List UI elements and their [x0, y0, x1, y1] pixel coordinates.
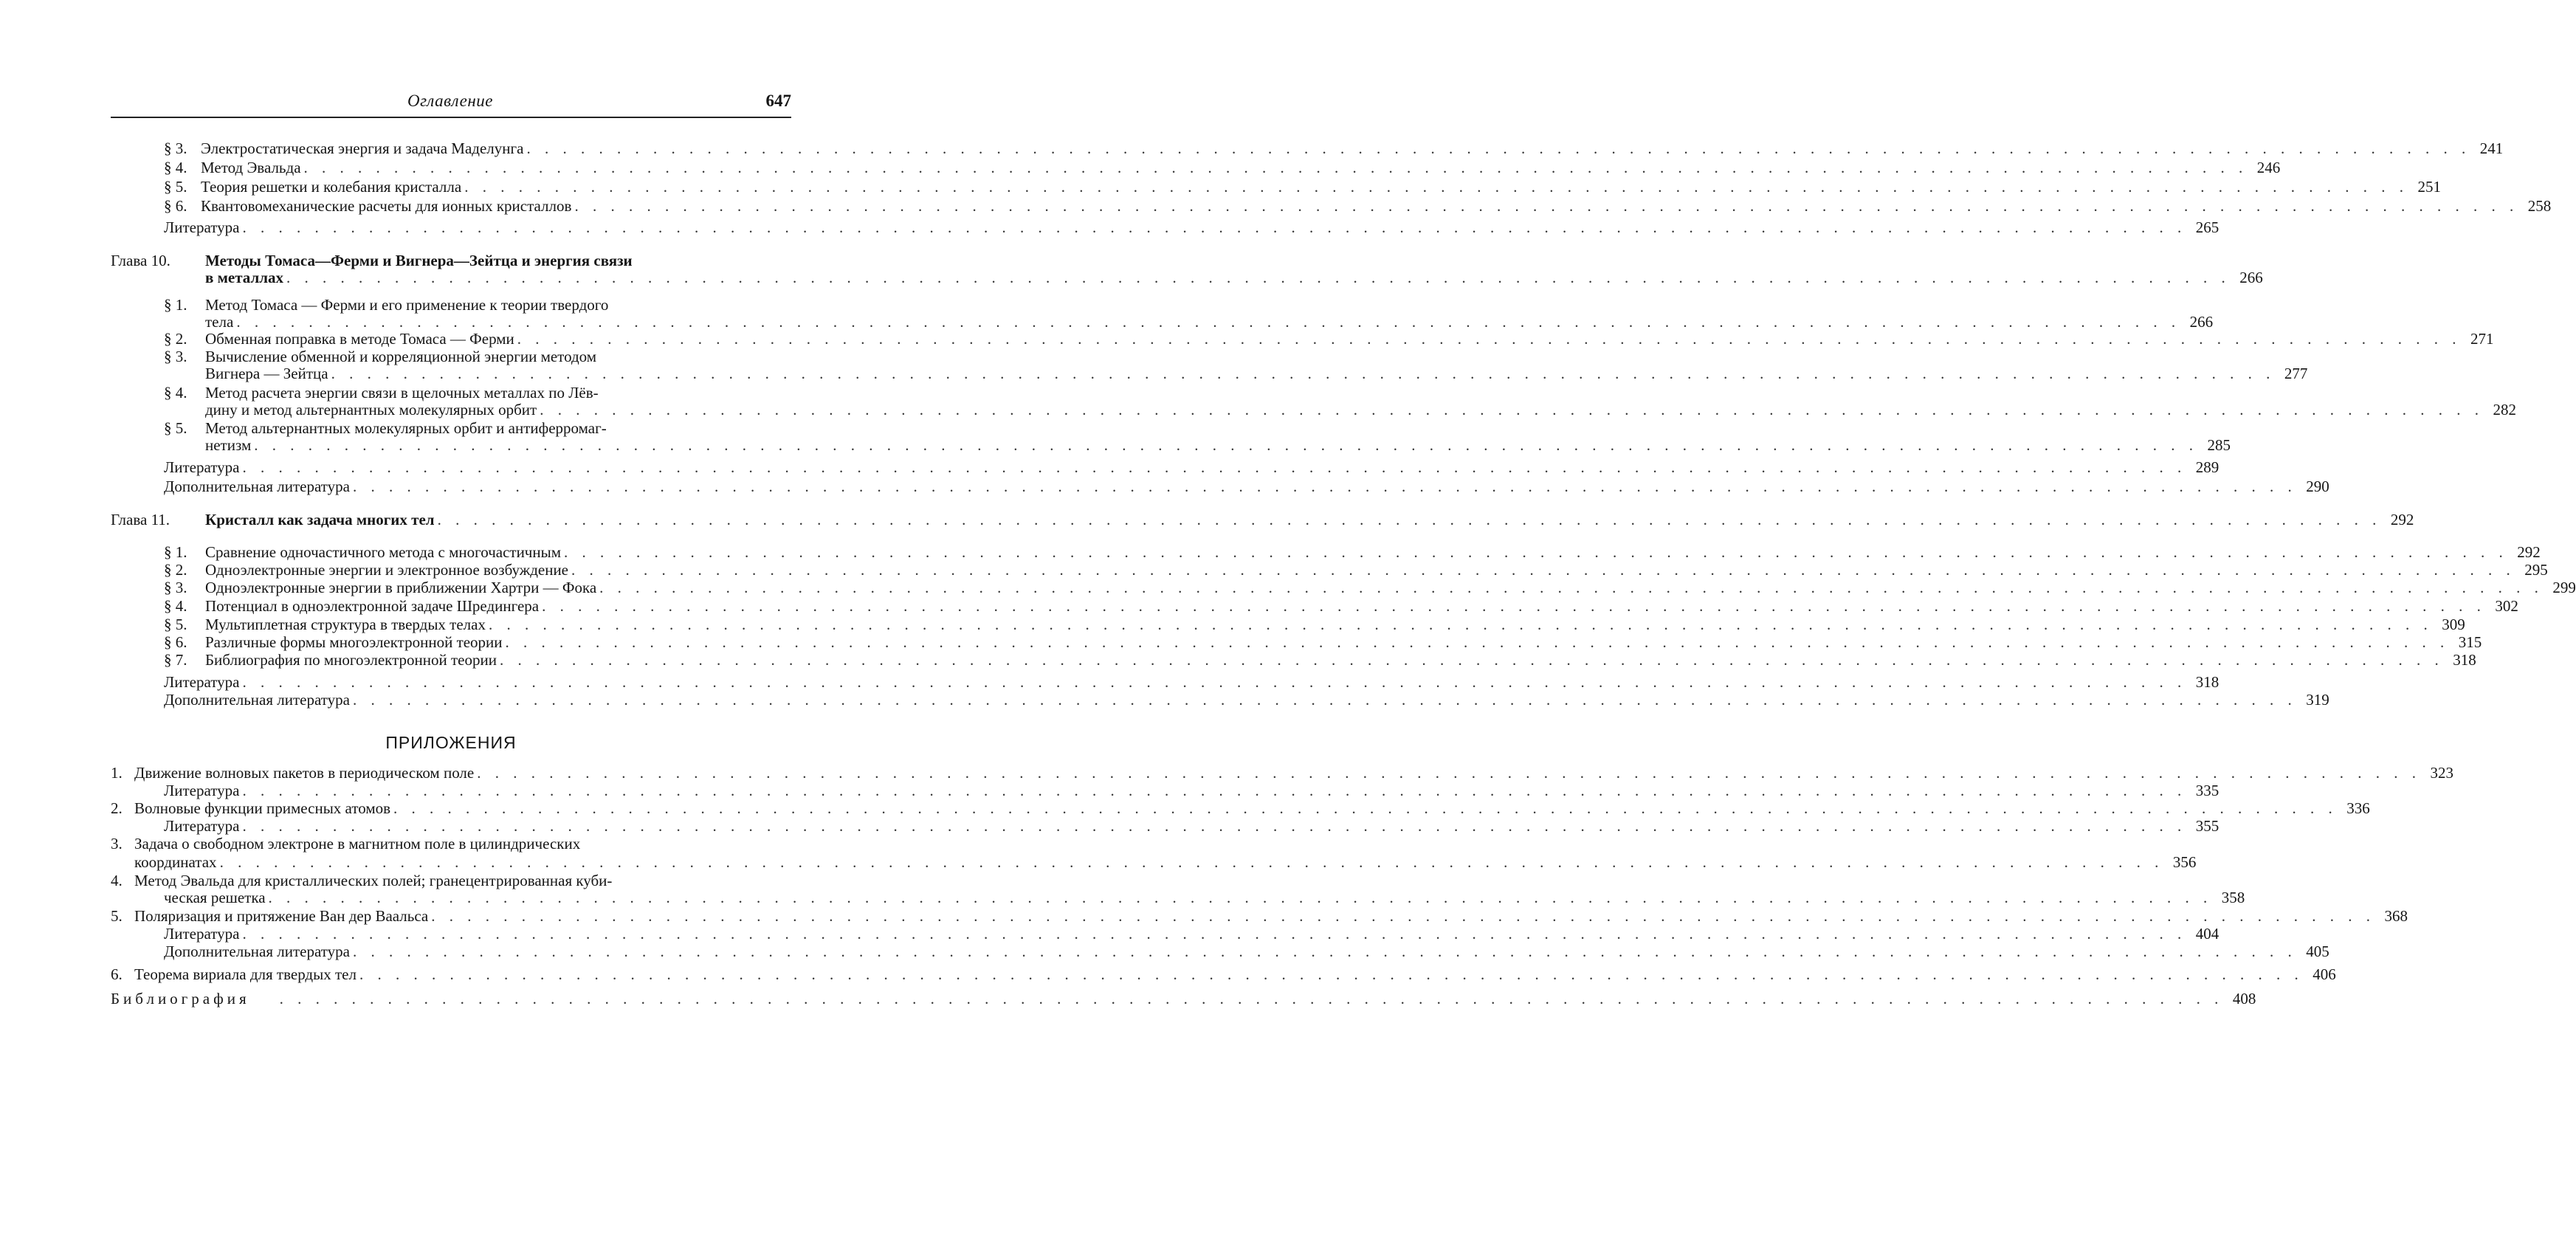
toc-entry: § 4. Метод Эвальда . . . 246 [164, 158, 791, 177]
page-number: 282 [2493, 401, 2516, 418]
toc-entry-literature: Литература . . . 404 [164, 924, 791, 943]
dot-leader [286, 268, 2231, 287]
page-number: 309 [2442, 616, 2465, 633]
page-number: 299 [2552, 579, 2576, 596]
page-number: 292 [2517, 543, 2541, 561]
toc-entry: § 5. Теория решетки и колебания кристалла . . . 251 [164, 177, 791, 196]
running-header-page-number: 647 [765, 92, 791, 110]
dot-leader [353, 477, 2297, 496]
page-number: 358 [2221, 889, 2245, 906]
dot-leader [431, 906, 2375, 926]
toc-entry: § 5. Мультиплетная структура в твердых телах . . . 309 [164, 615, 791, 634]
dot-leader [438, 510, 2382, 529]
dot-leader [269, 888, 2213, 907]
page-number: 290 [2306, 478, 2329, 495]
appendix-entry: 1. Движение волновых пакетов в периодическом поле . . . 323 [111, 763, 791, 782]
toc-entry: § 1. Сравнение одночастичного метода с многочастичным . . . 292 [164, 542, 791, 562]
toc-entry: § 3. Одноэлектронные энергии в приближении Хартри — Фока . . . 299 [164, 578, 791, 597]
toc-entry: ческая решетка . . . 358 [164, 888, 791, 907]
toc-entry: § 2. Обменная поправка в методе Томаса — Ферми . . . 271 [164, 329, 791, 348]
toc-entry: § 6. Различные формы многоэлектронной теории . . . 315 [164, 633, 791, 652]
appendix-entry: 6. Теорема вириала для твердых тел . . . 406 [111, 965, 791, 984]
section-title: Метод альтернантных молекулярных орбит и антиферромаг- [205, 419, 607, 437]
chapter-label: Глава 10. [111, 252, 171, 269]
page-number: 336 [2346, 799, 2370, 817]
page-number: 295 [2524, 561, 2548, 579]
toc-entry-additional-literature: Дополнительная литература . . . 405 [164, 942, 791, 961]
dot-leader [571, 560, 2515, 579]
toc-entry-literature: Литература . . . 318 [164, 672, 791, 692]
page-number: 318 [2195, 673, 2219, 691]
dot-leader [393, 799, 2338, 818]
toc-entry-literature: Литература . . . 289 [164, 458, 791, 477]
dot-leader [500, 650, 2444, 669]
chapter-title-end: в металлах . . . 266 [205, 268, 791, 287]
dot-leader [331, 364, 2276, 383]
toc-entry-additional-literature: Дополнительная литература . . . 290 [164, 477, 791, 496]
toc-entry: нетизм . . . 285 [205, 435, 791, 455]
page-number: 315 [2458, 633, 2482, 651]
toc-entry: § 6. Квантовомеханические расчеты для ионных кристаллов . . . 258 [164, 196, 791, 216]
page-number: 368 [2384, 907, 2408, 925]
toc-entry: § 3. Электростатическая энергия и задача Маделунга . . . 241 [164, 139, 791, 158]
dot-leader [477, 763, 2421, 782]
dot-leader [564, 542, 2508, 562]
appendix-entry: 5. Поляризация и притяжение Ван дер Ваальса . . . 368 [111, 906, 791, 926]
page-number: 241 [2479, 140, 2504, 157]
dot-leader [254, 435, 2198, 455]
appendix-entry: 2. Волновые функции примесных атомов . . . 336 [111, 799, 791, 818]
dot-leader [464, 177, 2408, 196]
page-number: 251 [2417, 178, 2441, 196]
toc-entry: Вигнера — Зейтца . . . 277 [205, 364, 791, 383]
toc-entry-additional-literature: Дополнительная литература . . . 319 [164, 690, 791, 709]
toc-entry: § 4. Потенциал в одноэлектронной задаче Шредингера . . . 302 [164, 596, 791, 616]
page-number: 405 [2306, 943, 2329, 960]
section-number: § 4. [164, 384, 187, 402]
dot-leader [599, 578, 2544, 597]
page-number: 406 [2312, 965, 2336, 983]
appendices-heading: ПРИЛОЖЕНИЯ [385, 733, 517, 752]
dot-leader [526, 139, 2470, 158]
toc-entry: § 7. Библиография по многоэлектронной теории . . . 318 [164, 650, 791, 669]
chapter-title: Методы Томаса—Ферми и Вигнера—Зейтца и энергия связи [205, 252, 633, 269]
page-number: 356 [2172, 853, 2197, 871]
section-title: Метод Томаса — Ферми и его применение к теории твердого [205, 296, 609, 314]
dot-leader [242, 781, 2186, 800]
section-number: § 3. [164, 348, 187, 365]
page-number: 266 [2239, 269, 2263, 286]
page-number: 319 [2306, 691, 2329, 709]
dot-leader [242, 458, 2186, 477]
page-number: 404 [2195, 925, 2219, 943]
dot-leader [242, 672, 2186, 692]
page-number: 318 [2453, 651, 2476, 669]
appendix-number: 4. [111, 872, 123, 889]
dot-leader [353, 942, 2297, 961]
page-number: 266 [2189, 313, 2214, 331]
bibliography-entry: Библиография . . . 408 [111, 989, 791, 1008]
page-number: 265 [2195, 218, 2219, 236]
dot-leader [517, 329, 2462, 348]
toc-entry: дину и метод альтернантных молекулярных орбит . . . 282 [205, 400, 791, 419]
dot-leader [574, 196, 2518, 216]
dot-leader [353, 690, 2297, 709]
running-header-title: Оглавление [407, 92, 493, 110]
page-number: 408 [2232, 990, 2256, 1008]
page-number: 258 [2527, 197, 2552, 215]
toc-entry-literature: Литература . . . 265 [164, 218, 791, 237]
toc-entry: координатах . . . 356 [134, 852, 791, 872]
section-number: § 1. [164, 296, 187, 314]
appendix-title: Метод Эвальда для кристаллических полей; гранецентрированная куби- [134, 872, 613, 889]
page-number: 285 [2207, 436, 2231, 454]
page-number: 323 [2430, 764, 2453, 782]
dot-leader [304, 158, 2248, 177]
dot-leader [489, 615, 2433, 634]
appendix-title: Задача о свободном электроне в магнитном поле в цилиндрических [134, 835, 581, 852]
dot-leader [540, 400, 2484, 419]
dot-leader [506, 633, 2450, 652]
dot-leader [242, 816, 2186, 836]
dot-leader [242, 218, 2186, 237]
page-number: 302 [2495, 597, 2518, 615]
toc-entry: § 2. Одноэлектронные энергии и электронное возбуждение . . . 295 [164, 560, 791, 579]
page-number: 335 [2195, 782, 2219, 799]
page-number: 246 [2256, 159, 2281, 176]
toc-entry-literature: Литература . . . 335 [164, 781, 791, 800]
page-number: 355 [2195, 817, 2219, 835]
dot-leader [242, 924, 2186, 943]
section-number: § 5. [164, 419, 187, 437]
page-number: 292 [2390, 511, 2414, 528]
section-title: Метод расчета энергии связи в щелочных металлах по Лёв- [205, 384, 599, 402]
dot-leader [359, 965, 2304, 984]
dot-leader [220, 852, 2164, 872]
page-number: 289 [2195, 458, 2219, 476]
chapter-entry: Глава 11. Кристалл как задача многих тел . . . 292 [111, 510, 791, 529]
page-number: 271 [2470, 330, 2494, 348]
dot-leader [542, 596, 2486, 616]
dot-leader [280, 989, 2224, 1008]
toc-entry: тела . . . 266 [205, 312, 791, 331]
header-rule [111, 117, 791, 118]
section-title: Вычисление обменной и корреляционной энергии методом [205, 348, 597, 365]
toc-entry-literature: Литература . . . 355 [164, 816, 791, 836]
appendix-number: 3. [111, 835, 123, 852]
page-number: 277 [2284, 365, 2308, 382]
